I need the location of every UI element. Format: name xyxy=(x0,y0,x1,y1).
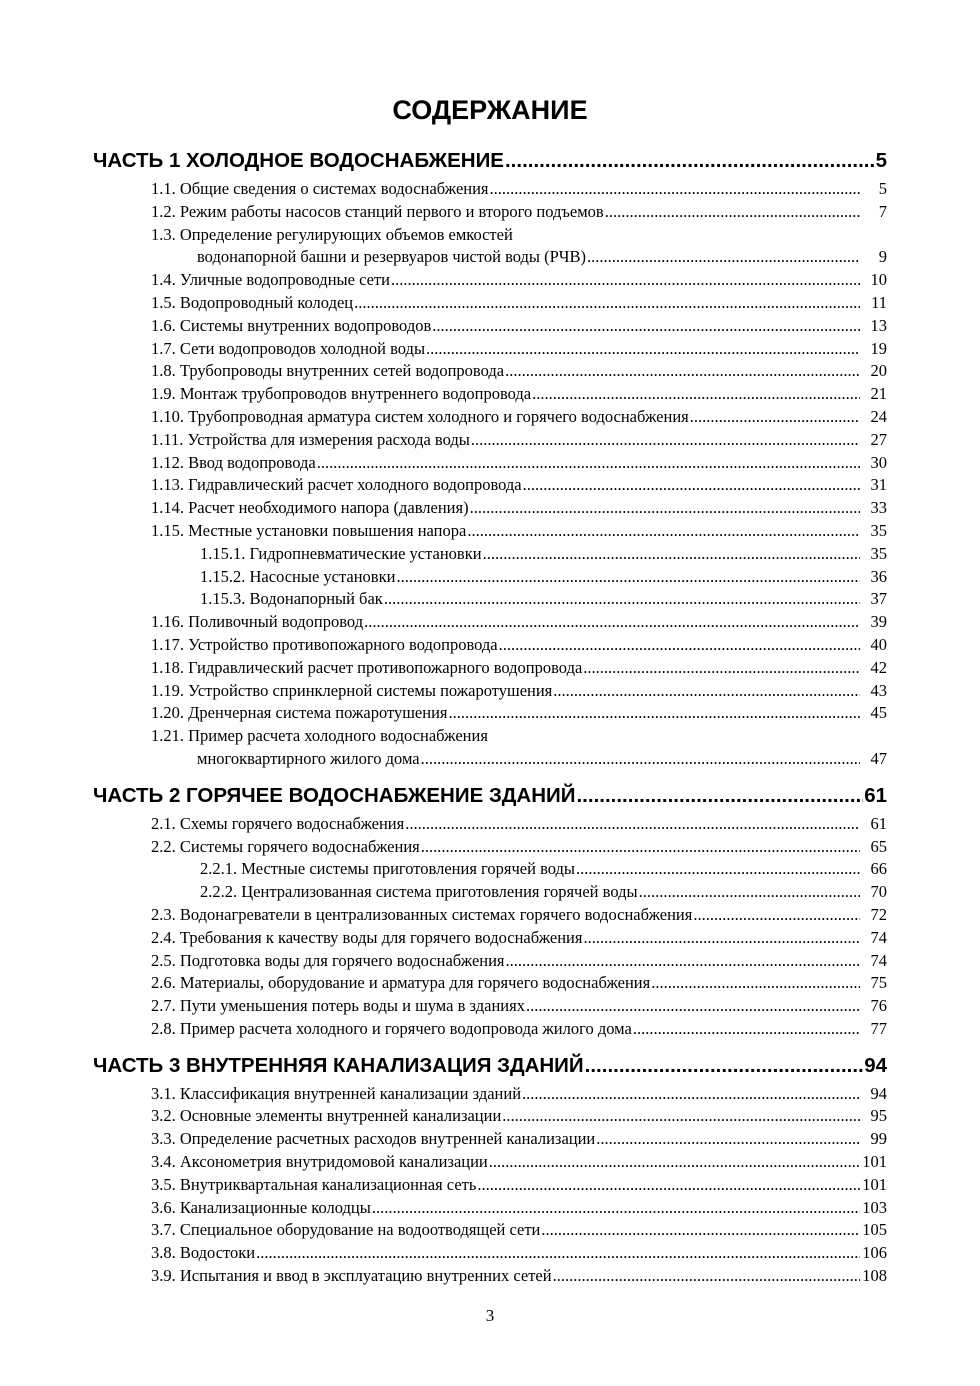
toc-entry xyxy=(93,1083,887,1106)
entry-page-number: 11 xyxy=(871,292,887,312)
toc-entry xyxy=(93,611,887,634)
entry-title: 2.5. Подготовка воды для горячего водоснабжения xyxy=(151,950,505,970)
dot-leader xyxy=(421,836,860,859)
entry-page-number: 61 xyxy=(870,813,887,833)
toc-entry xyxy=(93,950,887,973)
toc-entry xyxy=(93,201,887,224)
toc-entry xyxy=(93,657,887,680)
toc-entry xyxy=(93,178,887,201)
toc-entry xyxy=(93,497,887,520)
entry-page-number: 20 xyxy=(870,361,887,381)
toc-subentry xyxy=(93,543,887,566)
dot-leader xyxy=(364,611,860,634)
entry-page-number: 74 xyxy=(870,927,887,947)
entry-title: 2.4. Требования к качеству воды для горячего водоснабжения xyxy=(151,927,583,947)
dot-leader xyxy=(522,1083,860,1106)
dot-leader xyxy=(489,1151,860,1174)
toc-entry xyxy=(93,1018,887,1041)
entry-title: 1.19. Устройство спринклерной системы пожаротушения xyxy=(151,680,553,700)
toc-entry-line: 1.3. Определение регулирующих объемов емкостей xyxy=(151,224,513,244)
dot-leader xyxy=(432,315,860,338)
part-page-number: 61 xyxy=(864,783,887,807)
entry-page-number: 105 xyxy=(862,1220,887,1240)
dot-leader xyxy=(372,1197,860,1220)
entry-page-number: 43 xyxy=(870,680,887,700)
part-title: ЧАСТЬ 2 ГОРЯЧЕЕ ВОДОСНАБЖЕНИЕ ЗДАНИЙ xyxy=(93,783,576,807)
entry-page-number: 95 xyxy=(870,1106,887,1126)
entry-title: 3.6. Канализационные колодцы xyxy=(151,1197,371,1217)
entry-page-number: 77 xyxy=(870,1018,887,1038)
dot-leader xyxy=(396,566,860,589)
entry-page-number: 108 xyxy=(862,1266,887,1286)
dot-leader xyxy=(553,1265,860,1288)
entry-page-number: 9 xyxy=(878,247,887,267)
entry-title: 1.2. Режим работы насосов станций первого и второго подъемов xyxy=(151,201,604,221)
toc-subentry xyxy=(93,858,887,881)
dot-leader xyxy=(506,950,860,973)
toc-entry xyxy=(93,406,887,429)
dot-leader xyxy=(576,779,863,813)
entry-page-number: 103 xyxy=(862,1197,887,1217)
entry-title: 1.10. Трубопроводная арматура систем холодного и горячего водоснабжения xyxy=(151,406,689,426)
toc-entry xyxy=(93,360,887,383)
entry-title: 2.6. Материалы, оборудование и арматура для горячего водоснабжения xyxy=(151,973,651,993)
part-title: ЧАСТЬ 1 ХОЛОДНОЕ ВОДОСНАБЖЕНИЕ xyxy=(93,149,504,172)
entry-title: 3.7. Специальное оборудование на водоотводящей сети xyxy=(151,1220,541,1240)
toc-entry xyxy=(93,972,887,995)
dot-leader xyxy=(541,1219,860,1242)
toc-entry xyxy=(93,1242,887,1265)
entry-title: 1.5. Водопроводный колодец xyxy=(151,292,354,312)
dot-leader xyxy=(502,1105,860,1128)
entry-title: 3.1. Классификация внутренней канализации зданий xyxy=(151,1083,522,1103)
entry-title: 1.13. Гидравлический расчет холодного водопровода xyxy=(151,475,522,495)
entry-title: 1.7. Сети водопроводов холодной воды xyxy=(151,338,426,358)
toc-entry xyxy=(93,1105,887,1128)
toc-entry-line: 1.21. Пример расчета холодного водоснабжения xyxy=(151,726,488,746)
entry-page-number: 37 xyxy=(870,589,887,609)
entry-page-number: 70 xyxy=(870,882,887,902)
entry-title: 3.8. Водостоки xyxy=(151,1243,256,1263)
dot-leader xyxy=(467,520,860,543)
dot-leader xyxy=(690,406,860,429)
entry-page-number: 36 xyxy=(870,566,887,586)
entry-title: 1.17. Устройство противопожарного водопровода xyxy=(151,634,498,654)
entry-page-number: 30 xyxy=(870,452,887,472)
dot-leader xyxy=(523,474,860,497)
toc-entry xyxy=(93,246,887,269)
entry-title: 3.5. Внутриквартальная канализационная сеть xyxy=(151,1174,477,1194)
dot-leader xyxy=(477,1174,860,1197)
entry-page-number: 27 xyxy=(870,429,887,449)
dot-leader xyxy=(553,680,860,703)
entry-title: 1.14. Расчет необходимого напора (давления) xyxy=(151,498,469,518)
entry-title: многоквартирного жилого дома xyxy=(197,748,420,768)
entry-title: 3.4. Аксонометрия внутридомовой канализации xyxy=(151,1152,488,1172)
dot-leader xyxy=(499,634,860,657)
toc-entry xyxy=(93,452,887,475)
toc-entry xyxy=(93,338,887,361)
toc-entry xyxy=(93,383,887,406)
dot-leader xyxy=(587,246,860,269)
part-page-number: 5 xyxy=(875,149,887,172)
toc-entry xyxy=(93,904,887,927)
entry-page-number: 94 xyxy=(870,1083,887,1103)
toc-entry xyxy=(93,429,887,452)
toc-entry xyxy=(93,634,887,657)
dot-leader xyxy=(483,543,860,566)
toc-entry xyxy=(93,1174,887,1197)
dot-leader xyxy=(490,178,860,201)
entry-title: 1.15.1. Гидропневматические установки xyxy=(200,543,482,563)
dot-leader xyxy=(651,972,860,995)
entry-page-number: 10 xyxy=(870,270,887,290)
dot-leader xyxy=(596,1128,860,1151)
dot-leader xyxy=(405,813,860,836)
dot-leader xyxy=(576,858,860,881)
toc-entry xyxy=(93,680,887,703)
entry-page-number: 31 xyxy=(870,475,887,495)
entry-page-number: 19 xyxy=(870,338,887,358)
entry-title: 2.7. Пути уменьшения потерь воды и шума в зданиях xyxy=(151,996,525,1016)
entry-page-number: 45 xyxy=(870,703,887,723)
dot-leader xyxy=(505,144,875,178)
toc-subentry xyxy=(93,566,887,589)
toc-entry xyxy=(93,702,887,725)
toc-entry xyxy=(93,269,887,292)
entry-page-number: 24 xyxy=(870,406,887,426)
dot-leader xyxy=(526,995,860,1018)
dot-leader xyxy=(384,588,860,611)
entry-title: 2.3. Водонагреватели в централизованных системах горячего водоснабжения xyxy=(151,904,693,924)
toc-entry xyxy=(93,813,887,836)
entry-page-number: 5 xyxy=(878,179,887,198)
entry-title: 1.15.2. Насосные установки xyxy=(200,566,396,586)
toc-part xyxy=(93,779,887,1041)
dot-leader xyxy=(505,360,860,383)
entry-title: 1.6. Системы внутренних водопроводов xyxy=(151,315,432,335)
entry-page-number: 21 xyxy=(870,384,887,404)
entry-page-number: 47 xyxy=(870,748,887,768)
table-of-contents xyxy=(93,144,887,1290)
entry-title: 1.12. Ввод водопровода xyxy=(151,452,316,472)
dot-leader xyxy=(391,269,860,292)
entry-title: 1.9. Монтаж трубопроводов внутреннего водопровода xyxy=(151,384,532,404)
entry-page-number: 42 xyxy=(870,657,887,677)
dot-leader xyxy=(421,748,860,771)
toc-subentry xyxy=(93,881,887,904)
toc-part-heading xyxy=(93,1049,887,1083)
dot-leader xyxy=(471,429,860,452)
entry-title: 3.9. Испытания и ввод в эксплуатацию внутренних сетей xyxy=(151,1266,552,1286)
entry-title: 1.1. Общие сведения о системах водоснабжения xyxy=(151,179,489,198)
entry-title: 1.4. Уличные водопроводные сети xyxy=(151,270,390,290)
entry-title: 1.11. Устройства для измерения расхода воды xyxy=(151,429,470,449)
toc-entry xyxy=(93,1128,887,1151)
entry-page-number: 74 xyxy=(870,950,887,970)
entry-page-number: 65 xyxy=(870,836,887,856)
entry-title: 1.18. Гидравлический расчет противопожарного водопровода xyxy=(151,657,583,677)
entry-title: 2.1. Схемы горячего водоснабжения xyxy=(151,813,405,833)
toc-entry xyxy=(93,1265,887,1288)
entry-title: 2.2. Системы горячего водоснабжения xyxy=(151,836,420,856)
toc-part-heading xyxy=(93,779,887,813)
entry-page-number: 7 xyxy=(878,201,887,221)
entry-page-number: 35 xyxy=(870,520,887,540)
entry-title: 1.15. Местные установки повышения напора xyxy=(151,520,467,540)
page-number: 3 xyxy=(485,1306,495,1325)
entry-page-number: 40 xyxy=(870,634,887,654)
entry-page-number: 35 xyxy=(870,543,887,563)
entry-title: 2.2.1. Местные системы приготовления горячей воды xyxy=(200,859,576,879)
entry-title: 1.16. Поливочный водопровод xyxy=(151,612,364,632)
entry-page-number: 75 xyxy=(870,973,887,993)
toc-entry xyxy=(93,292,887,315)
entry-page-number: 101 xyxy=(862,1174,887,1194)
dot-leader xyxy=(532,383,860,406)
entry-title: 2.2.2. Централизованная система приготовления горячей воды xyxy=(200,882,638,902)
entry-title: 1.15.3. Водонапорный бак xyxy=(200,589,383,609)
entry-title: водонапорной башни и резервуаров чистой воды (РЧВ) xyxy=(197,247,587,267)
entry-title: 1.20. Дренчерная система пожаротушения xyxy=(151,703,448,723)
entry-page-number: 33 xyxy=(870,498,887,518)
toc-entry xyxy=(93,1151,887,1174)
dot-leader xyxy=(639,881,860,904)
dot-leader xyxy=(605,201,860,224)
dot-leader xyxy=(585,1049,864,1083)
toc-entry xyxy=(93,995,887,1018)
dot-leader xyxy=(426,338,860,361)
toc-part xyxy=(93,144,887,771)
dot-leader xyxy=(256,1242,860,1265)
dot-leader xyxy=(354,292,860,315)
toc-entry xyxy=(93,1219,887,1242)
entry-page-number: 106 xyxy=(862,1243,887,1263)
entry-page-number: 13 xyxy=(870,315,887,335)
dot-leader xyxy=(583,927,860,950)
entry-title: 3.2. Основные элементы внутренней канализации xyxy=(151,1106,502,1126)
entry-page-number: 72 xyxy=(870,904,887,924)
toc-part xyxy=(93,1049,887,1288)
toc-part-heading xyxy=(93,144,887,178)
toc-entry xyxy=(93,1197,887,1220)
page-title: СОДЕРЖАНИЕ xyxy=(392,95,588,125)
part-page-number: 94 xyxy=(864,1053,887,1077)
toc-entry xyxy=(93,520,887,543)
toc-entry xyxy=(93,315,887,338)
entry-page-number: 76 xyxy=(870,996,887,1016)
dot-leader xyxy=(317,452,860,475)
toc-entry xyxy=(93,748,887,771)
dot-leader xyxy=(470,497,860,520)
dot-leader xyxy=(633,1018,860,1041)
entry-title: 3.3. Определение расчетных расходов внутренней канализации xyxy=(151,1129,596,1149)
toc-entry xyxy=(93,927,887,950)
entry-title: 2.8. Пример расчета холодного и горячего водопровода жилого дома xyxy=(151,1018,632,1038)
part-title: ЧАСТЬ 3 ВНУТРЕННЯЯ КАНАЛИЗАЦИЯ ЗДАНИЙ xyxy=(93,1053,584,1077)
dot-leader xyxy=(693,904,860,927)
toc-subentry xyxy=(93,588,887,611)
entry-page-number: 39 xyxy=(870,612,887,632)
toc-entry xyxy=(93,474,887,497)
dot-leader xyxy=(583,657,860,680)
entry-page-number: 101 xyxy=(862,1152,887,1172)
entry-page-number: 99 xyxy=(870,1129,887,1149)
entry-title: 1.8. Трубопроводы внутренних сетей водопровода xyxy=(151,361,505,381)
toc-entry xyxy=(93,836,887,859)
dot-leader xyxy=(449,702,860,725)
entry-page-number: 66 xyxy=(870,859,887,879)
